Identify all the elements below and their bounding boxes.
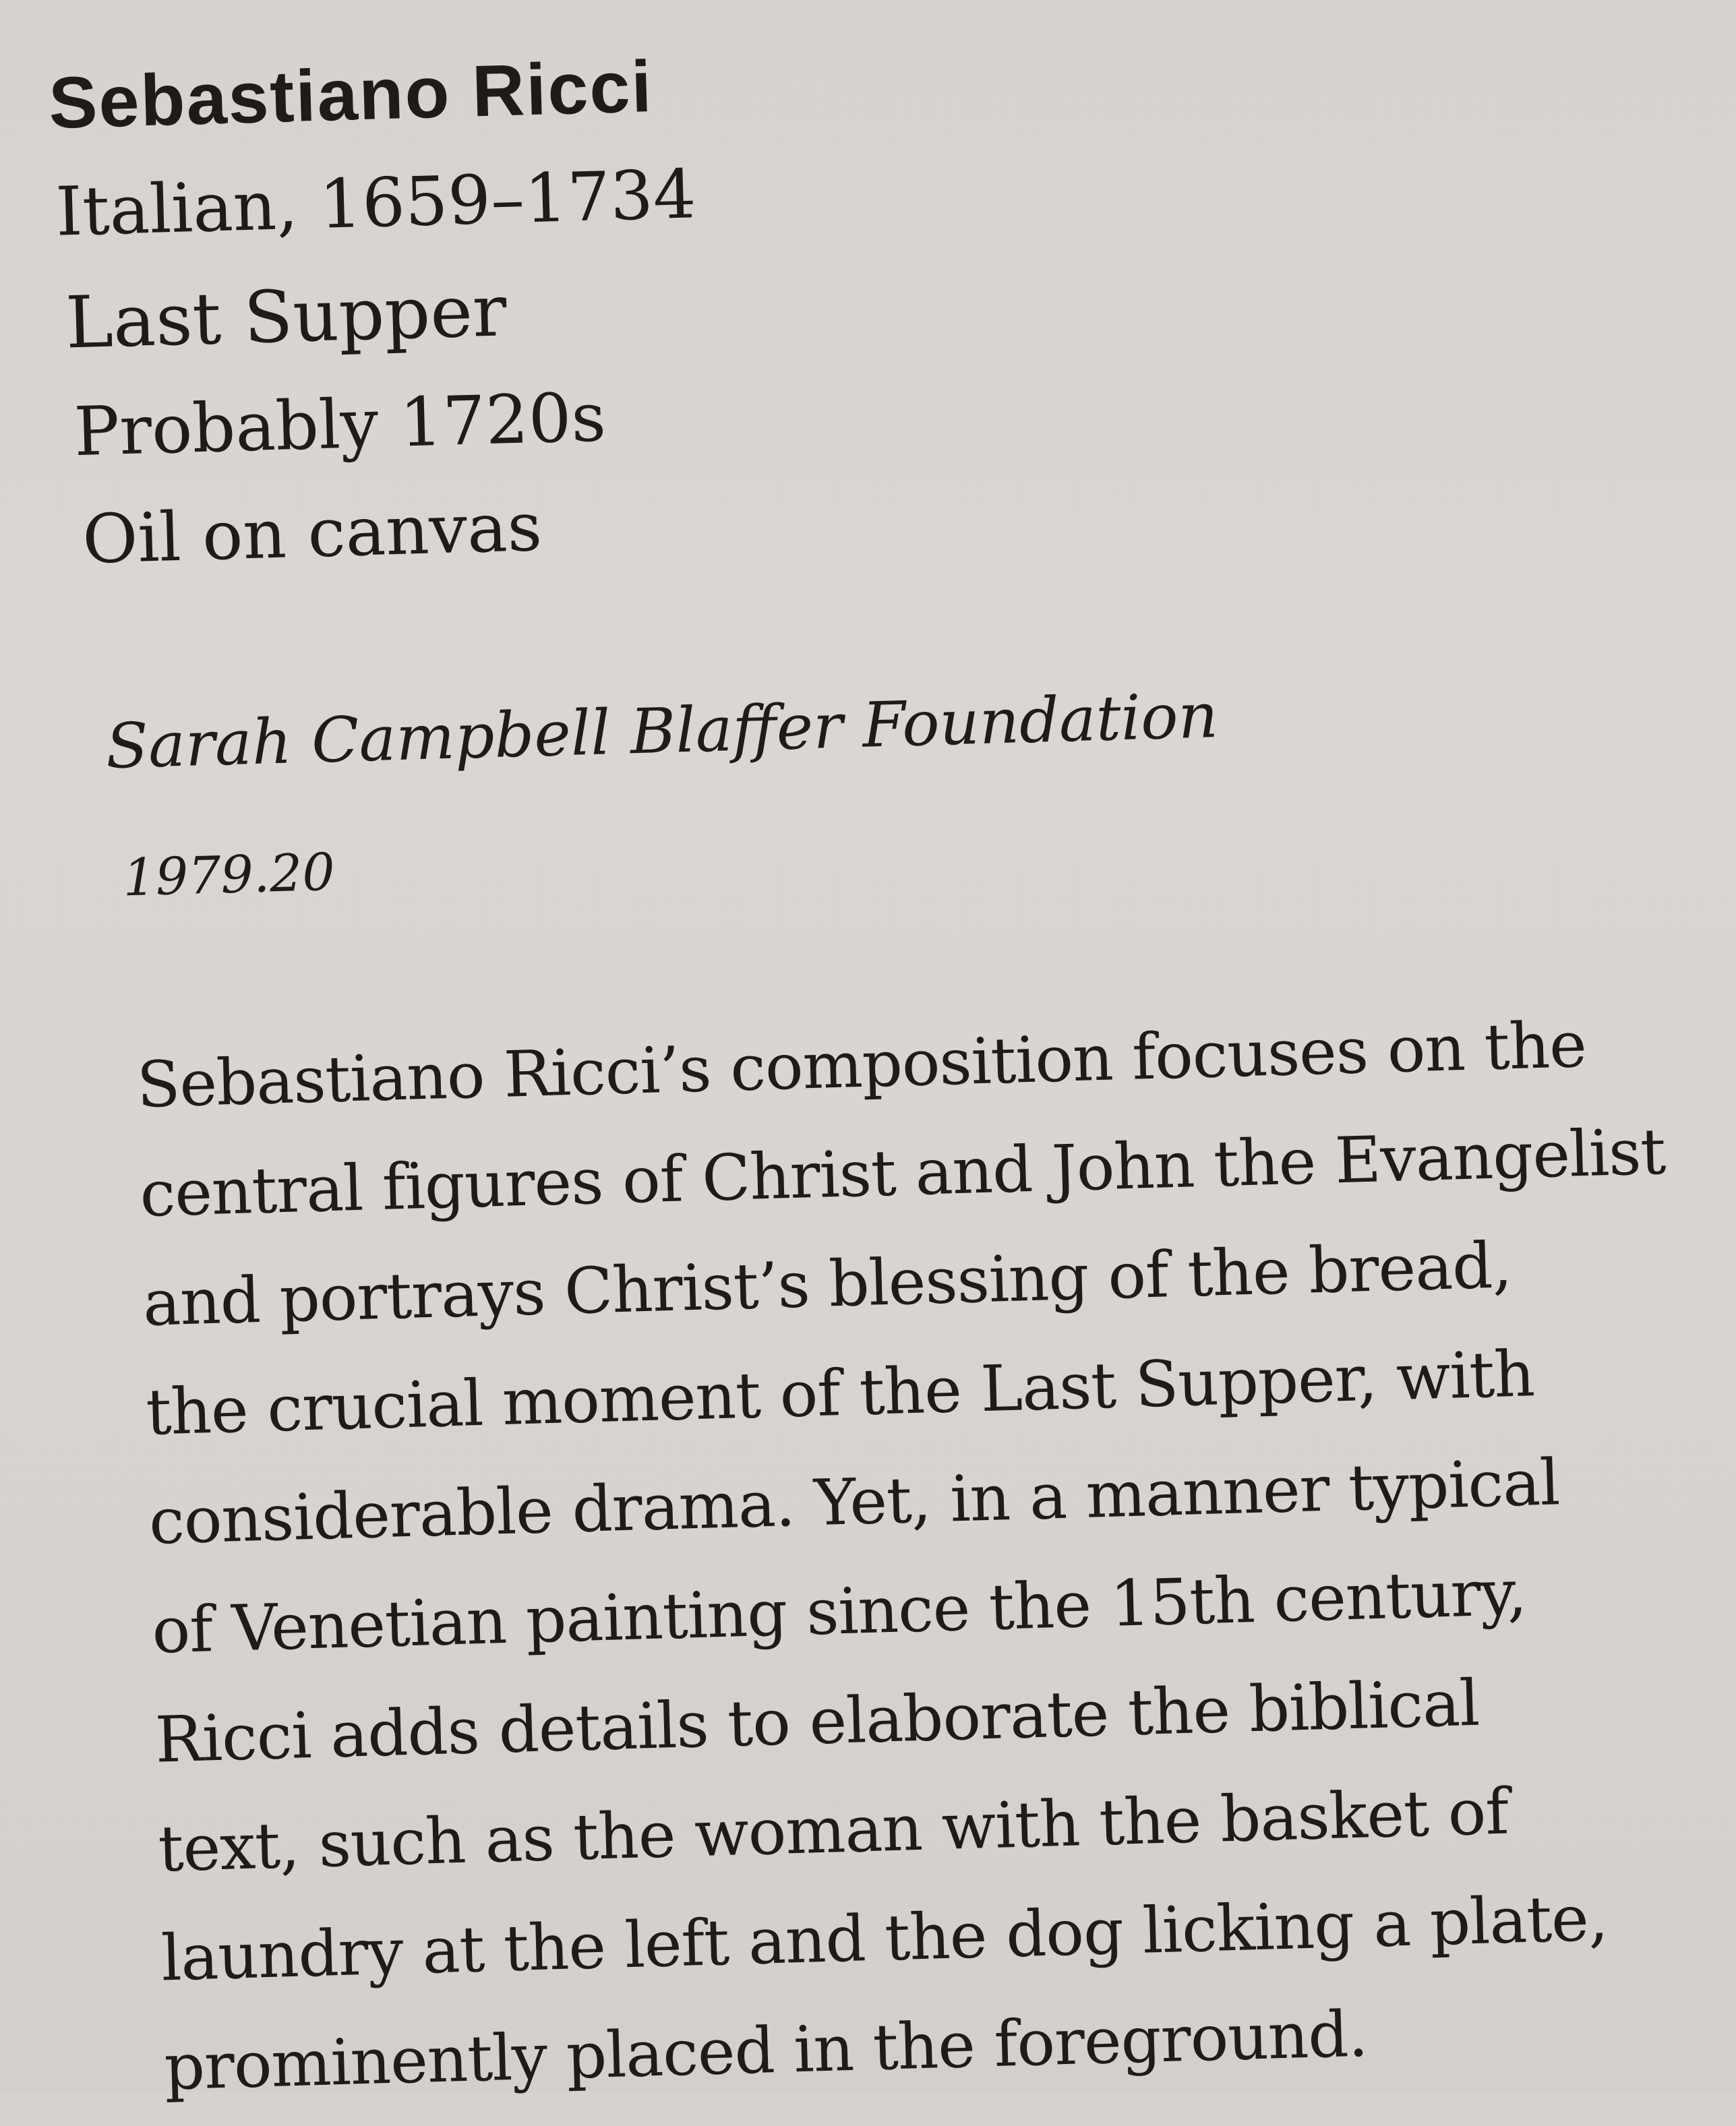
- description-paragraph: [136, 989, 1692, 2123]
- description-line: prominently placed in the foreground.: [163, 1997, 1369, 2105]
- artist-nationality-dates: Italian, 1659–1734: [55, 154, 697, 251]
- accession-number: 1979.20: [122, 841, 336, 908]
- description-line: and portrays Christ’s blessing of the bread,: [142, 1229, 1513, 1341]
- artist-name: Sebastiano Ricci: [47, 45, 654, 144]
- description-line: laundry at the left and the dog licking a plate,: [160, 1881, 1609, 1996]
- description-line: the crucial moment of the Last Supper, with: [145, 1337, 1536, 1450]
- description-line: considerable drama. Yet, in a manner typical: [148, 1446, 1561, 1559]
- credit-line: Sarah Campbell Blaffer Foundation: [104, 679, 1220, 783]
- description-line: text, such as the woman with the basket of: [157, 1775, 1509, 1887]
- description-line: Ricci adds details to elaborate the biblical: [154, 1666, 1480, 1778]
- description-line: central figures of Christ and John the Evangelist: [139, 1115, 1667, 1232]
- description-line: of Venetian painting since the 15th century,: [151, 1556, 1528, 1668]
- artwork-title: Last Supper: [64, 269, 508, 365]
- artwork-medium: Oil on canvas: [81, 487, 543, 579]
- artwork-date: Probably 1720s: [73, 377, 607, 472]
- description-line: Sebastiano Ricci’s composition focuses on the: [136, 1008, 1588, 1122]
